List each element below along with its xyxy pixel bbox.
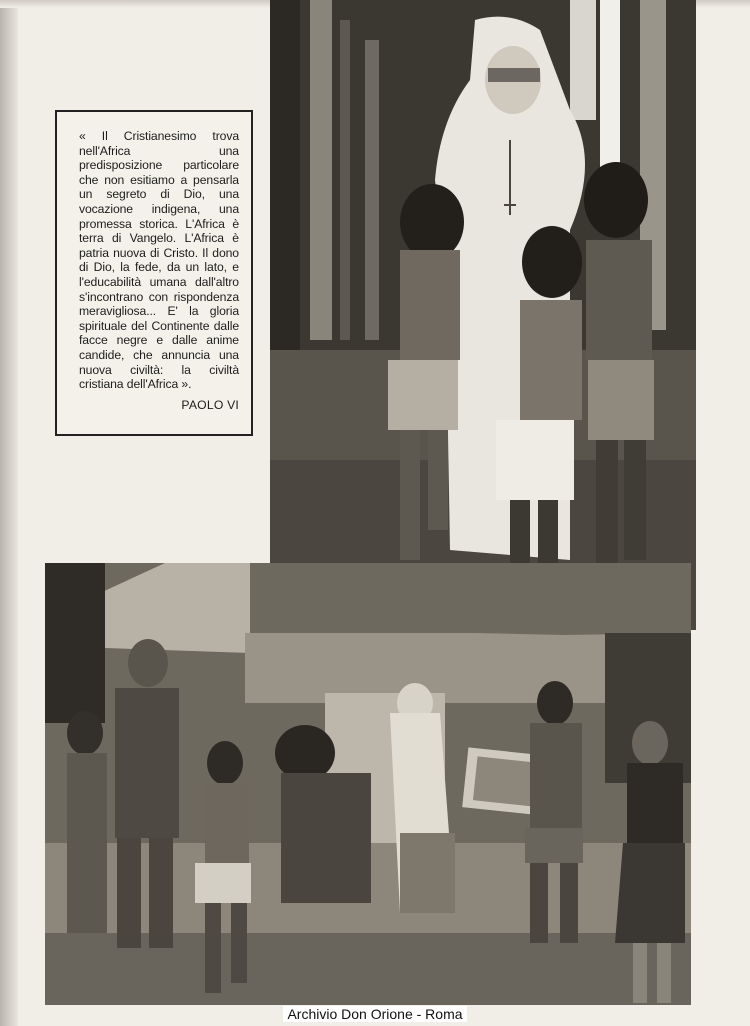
photo-nun-with-children bbox=[270, 0, 696, 630]
quote-text: « Il Cristianesimo trova nell'Africa una predisposizione particolare che non esitiamo a pensarla un segreto di Dio, una vocazione indigena, una promessa storica. L'Africa è terra di Vangelo. L'Africa è patria nuova di Cristo. Il dono di Dio, la fede, da un lato, e l'educabilità umana dall'altro s'incontrano con rispondenza meravigliosa... E' la gloria spirituale del Continente dalle facce negre e dalle anime candide, che annuncia una nuova civiltà: la civiltà cristiana dell'Africa ». bbox=[79, 129, 239, 392]
page-edge-shadow bbox=[0, 0, 18, 1026]
quote-box bbox=[55, 110, 253, 436]
quote-author: PAOLO VI bbox=[181, 397, 239, 412]
archive-footer-text: Archivio Don Orione - Roma bbox=[283, 1006, 466, 1022]
archive-footer bbox=[0, 1002, 750, 1026]
photo-group-with-picture bbox=[45, 563, 691, 1005]
photo-nun-with-children-drawing bbox=[270, 0, 696, 630]
photo-group-with-picture-drawing bbox=[45, 563, 691, 1005]
